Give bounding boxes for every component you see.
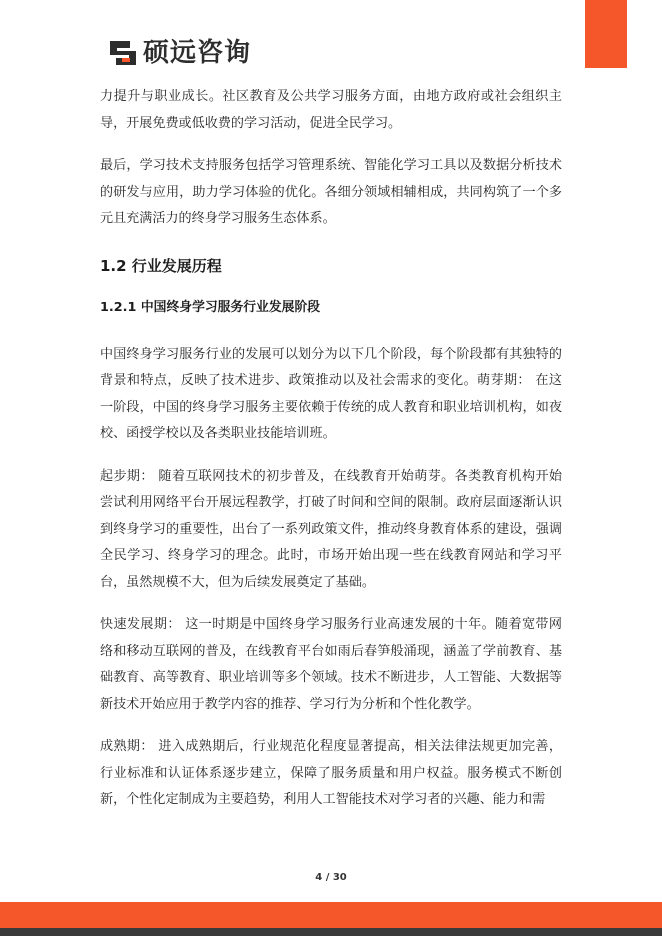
footer-accent-bar: [0, 902, 662, 928]
section-heading: 1.2 行业发展历程: [100, 256, 222, 275]
brand-name: 硕远咨询: [143, 38, 252, 68]
subsection-heading: 1.2.1 中国终身学习服务行业发展阶段: [100, 299, 321, 315]
footer-dark-bar: [0, 928, 662, 936]
brand-logo-icon: [108, 39, 138, 67]
paragraph: 中国终身学习服务行业的发展可以划分为以下几个阶段，每个阶段都有其独特的背景和特点，反映了技术进步、政策推动以及社会需求的变化。萌芽期： 在这一阶段，中国的终身学习服务主要依赖于传统的成人教育和职业培训机构，如夜校、函授学校以及各类职业技能培训班。: [100, 346, 562, 441]
document-content: [100, 84, 562, 830]
paragraph: 成熟期： 进入成熟期后，行业规范化程度显著提高，相关法律法规更加完善，行业标准和认证体系逐步建立，保障了服务质量和用户权益。服务模式不断创新，个性化定制成为主要趋势，利用人工智能技术对学习者的兴趣、能力和需: [100, 739, 562, 807]
page-number: 4 / 30: [315, 872, 347, 883]
paragraph: 最后，学习技术支持服务包括学习管理系统、智能化学习工具以及数据分析技术的研发与应用，助力学习体验的优化。各细分领域相辅相成，共同构筑了一个多元且充满活力的终身学习服务生态体系。: [100, 158, 562, 226]
paragraph: 起步期： 随着互联网技术的初步普及，在线教育开始萌芽。各类教育机构开始尝试利用网络平台开展远程教学，打破了时间和空间的限制。政府层面逐渐认识到终身学习的重要性，出台了一系列政策文件，推动终身教育体系的建设，强调全民学习、终身学习的理念。此时，市场开始出现一些在线教育网站和学习平台，虽然规模不大，但为后续发展奠定了基础。: [100, 468, 562, 590]
paragraph: 快速发展期： 这一时期是中国终身学习服务行业高速发展的十年。随着宽带网络和移动互联网的普及，在线教育平台如雨后春笋般涌现，涵盖了学前教育、基础教育、高等教育、职业培训等多个领域。技术不断进步，人工智能、大数据等新技术开始应用于教学内容的推荐、学习行为分析和个性化教学。: [100, 617, 562, 712]
corner-accent-tab: [585, 0, 627, 68]
paragraph: 力提升与职业成长。社区教育及公共学习服务方面，由地方政府或社会组织主导，开展免费或低收费的学习活动，促进全民学习。: [100, 89, 562, 131]
brand-header: [108, 38, 251, 68]
